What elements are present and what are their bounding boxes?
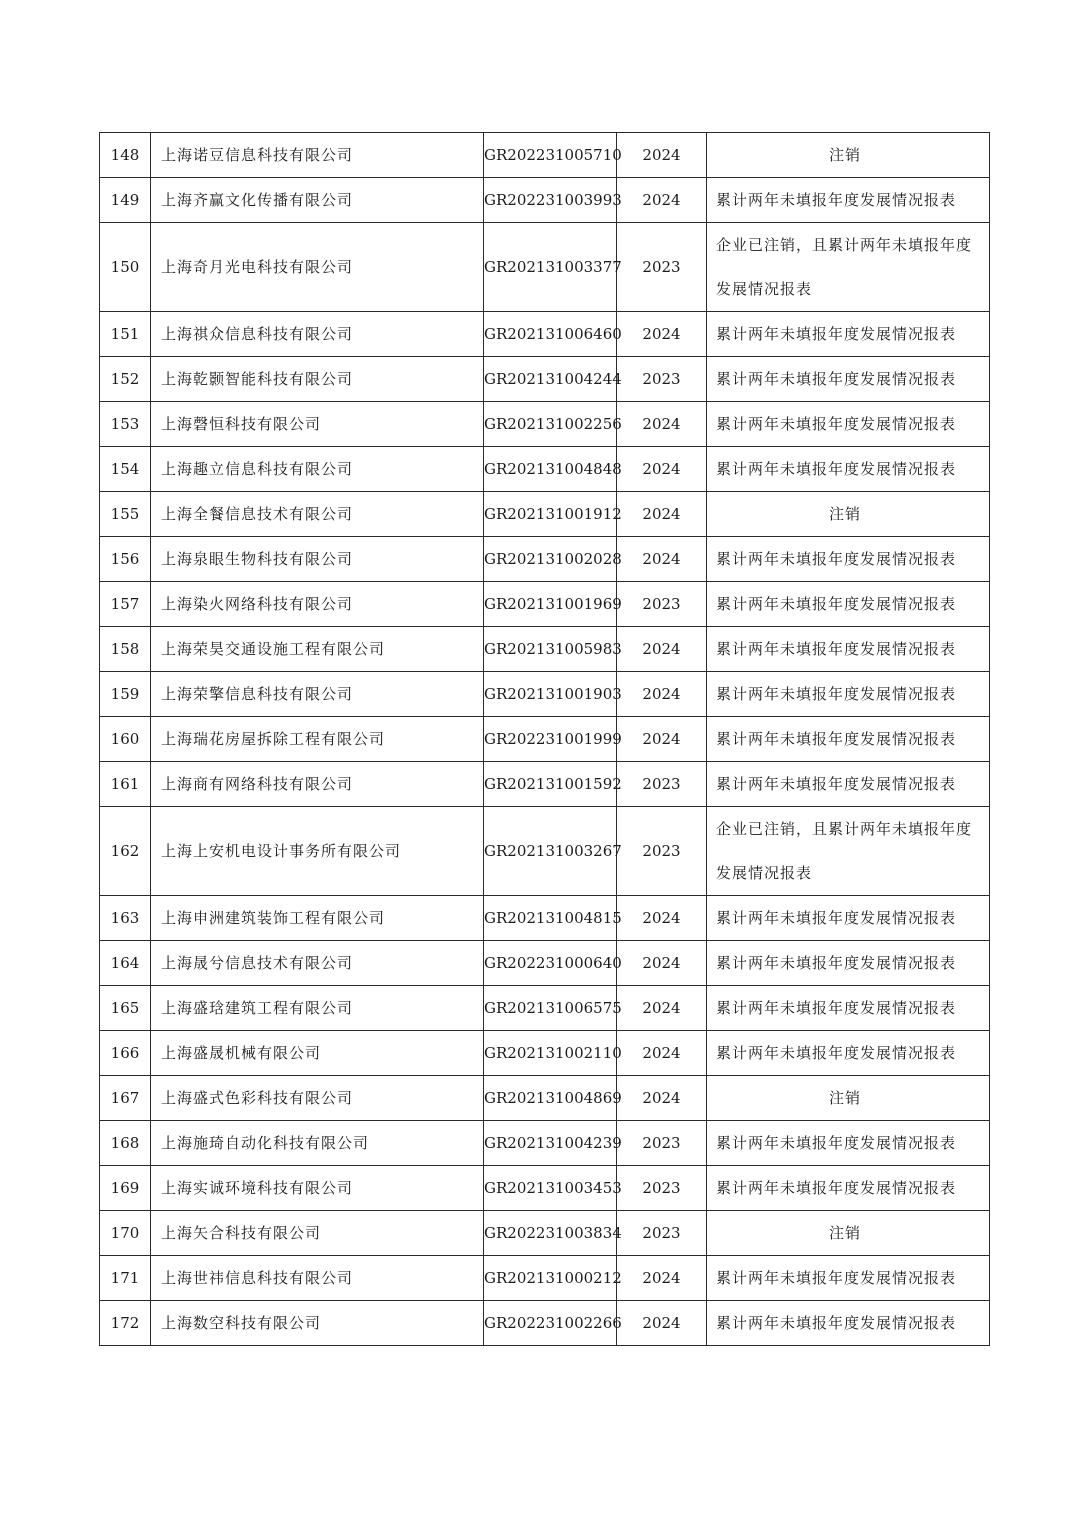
company-name: 上海实诚环境科技有限公司	[151, 1166, 484, 1211]
row-number: 151	[100, 312, 151, 357]
reason: 累计两年未填报年度发展情况报表	[707, 672, 990, 717]
company-name: 上海盛琀建筑工程有限公司	[151, 986, 484, 1031]
row-number: 152	[100, 357, 151, 402]
certificate-number: GR202131006460	[484, 312, 617, 357]
row-number: 155	[100, 492, 151, 537]
certificate-number: GR202131001903	[484, 672, 617, 717]
reason: 注销	[707, 492, 990, 537]
certificate-number: GR202131004869	[484, 1076, 617, 1121]
company-name: 上海染火网络科技有限公司	[151, 582, 484, 627]
table-row	[100, 1211, 990, 1256]
table-row	[100, 178, 990, 223]
row-number: 153	[100, 402, 151, 447]
row-number: 168	[100, 1121, 151, 1166]
table-row	[100, 1031, 990, 1076]
year: 2024	[617, 402, 707, 447]
reason: 累计两年未填报年度发展情况报表	[707, 717, 990, 762]
year: 2023	[617, 357, 707, 402]
reason: 累计两年未填报年度发展情况报表	[707, 627, 990, 672]
table-row	[100, 941, 990, 986]
certificate-number: GR202231000640	[484, 941, 617, 986]
row-number: 172	[100, 1301, 151, 1346]
table-row	[100, 627, 990, 672]
table-row	[100, 447, 990, 492]
certificate-number: GR202131004239	[484, 1121, 617, 1166]
reason: 累计两年未填报年度发展情况报表	[707, 762, 990, 807]
table-row	[100, 402, 990, 447]
row-number: 164	[100, 941, 151, 986]
reason: 累计两年未填报年度发展情况报表	[707, 941, 990, 986]
row-number: 169	[100, 1166, 151, 1211]
company-name: 上海施琦自动化科技有限公司	[151, 1121, 484, 1166]
reason: 累计两年未填报年度发展情况报表	[707, 1121, 990, 1166]
year: 2024	[617, 1256, 707, 1301]
year: 2024	[617, 312, 707, 357]
year: 2024	[617, 672, 707, 717]
table-row	[100, 1076, 990, 1121]
certificate-number: GR202131000212	[484, 1256, 617, 1301]
row-number: 162	[100, 807, 151, 896]
year: 2024	[617, 537, 707, 582]
company-name: 上海数空科技有限公司	[151, 1301, 484, 1346]
reason: 注销	[707, 133, 990, 178]
table-row	[100, 807, 990, 896]
year: 2023	[617, 1211, 707, 1256]
certificate-number: GR202131001912	[484, 492, 617, 537]
table-row	[100, 672, 990, 717]
row-number: 165	[100, 986, 151, 1031]
company-name: 上海上安机电设计事务所有限公司	[151, 807, 484, 896]
year: 2024	[617, 627, 707, 672]
reason: 累计两年未填报年度发展情况报表	[707, 1166, 990, 1211]
year: 2024	[617, 492, 707, 537]
certificate-number: GR202131003267	[484, 807, 617, 896]
certificate-number: GR202231002266	[484, 1301, 617, 1346]
company-name: 上海齐赢文化传播有限公司	[151, 178, 484, 223]
certificate-number: GR202231005710	[484, 133, 617, 178]
company-name: 上海荣昊交通设施工程有限公司	[151, 627, 484, 672]
table-row	[100, 717, 990, 762]
company-name: 上海世祎信息科技有限公司	[151, 1256, 484, 1301]
row-number: 166	[100, 1031, 151, 1076]
certificate-number: GR202131004815	[484, 896, 617, 941]
certificate-number: GR202131004244	[484, 357, 617, 402]
row-number: 161	[100, 762, 151, 807]
reason: 累计两年未填报年度发展情况报表	[707, 582, 990, 627]
table-row	[100, 537, 990, 582]
company-name: 上海商有网络科技有限公司	[151, 762, 484, 807]
table-row	[100, 1166, 990, 1211]
row-number: 150	[100, 223, 151, 312]
reason: 累计两年未填报年度发展情况报表	[707, 312, 990, 357]
year: 2023	[617, 1166, 707, 1211]
year: 2024	[617, 1301, 707, 1346]
certificate-number: GR202231001999	[484, 717, 617, 762]
row-number: 167	[100, 1076, 151, 1121]
company-name: 上海矢合科技有限公司	[151, 1211, 484, 1256]
company-name: 上海趣立信息科技有限公司	[151, 447, 484, 492]
reason: 注销	[707, 1076, 990, 1121]
reason: 累计两年未填报年度发展情况报表	[707, 1301, 990, 1346]
row-number: 156	[100, 537, 151, 582]
reason: 累计两年未填报年度发展情况报表	[707, 537, 990, 582]
company-name: 上海盛晟机械有限公司	[151, 1031, 484, 1076]
company-name: 上海盛式色彩科技有限公司	[151, 1076, 484, 1121]
reason: 累计两年未填报年度发展情况报表	[707, 1256, 990, 1301]
company-name: 上海磬恒科技有限公司	[151, 402, 484, 447]
certificate-number: GR202131003453	[484, 1166, 617, 1211]
year: 2024	[617, 941, 707, 986]
certificate-number: GR202131002256	[484, 402, 617, 447]
year: 2024	[617, 717, 707, 762]
table-row	[100, 1301, 990, 1346]
certificate-number: GR202231003834	[484, 1211, 617, 1256]
table-row	[100, 492, 990, 537]
row-number: 157	[100, 582, 151, 627]
company-name: 上海晟兮信息技术有限公司	[151, 941, 484, 986]
company-name: 上海全餐信息技术有限公司	[151, 492, 484, 537]
table-row	[100, 1121, 990, 1166]
reason: 企业已注销，且累计两年未填报年度发展情况报表	[707, 807, 990, 896]
reason: 累计两年未填报年度发展情况报表	[707, 896, 990, 941]
year: 2023	[617, 807, 707, 896]
row-number: 159	[100, 672, 151, 717]
certificate-number: GR202131002028	[484, 537, 617, 582]
reason: 累计两年未填报年度发展情况报表	[707, 178, 990, 223]
reason: 累计两年未填报年度发展情况报表	[707, 986, 990, 1031]
table-row	[100, 357, 990, 402]
certificate-number: GR202131002110	[484, 1031, 617, 1076]
reason: 累计两年未填报年度发展情况报表	[707, 357, 990, 402]
table-row	[100, 223, 990, 312]
certificate-number: GR202131001592	[484, 762, 617, 807]
year: 2024	[617, 178, 707, 223]
year: 2024	[617, 1076, 707, 1121]
company-name: 上海申洲建筑装饰工程有限公司	[151, 896, 484, 941]
company-name: 上海祺众信息科技有限公司	[151, 312, 484, 357]
row-number: 163	[100, 896, 151, 941]
year: 2023	[617, 582, 707, 627]
table-body	[100, 133, 990, 1346]
certificate-number: GR202131005983	[484, 627, 617, 672]
year: 2024	[617, 1031, 707, 1076]
table-row	[100, 896, 990, 941]
year: 2024	[617, 447, 707, 492]
year: 2024	[617, 133, 707, 178]
company-name: 上海乾颢智能科技有限公司	[151, 357, 484, 402]
table-row	[100, 133, 990, 178]
row-number: 154	[100, 447, 151, 492]
row-number: 148	[100, 133, 151, 178]
company-name: 上海泉眼生物科技有限公司	[151, 537, 484, 582]
row-number: 158	[100, 627, 151, 672]
table-row	[100, 762, 990, 807]
reason: 累计两年未填报年度发展情况报表	[707, 447, 990, 492]
year: 2023	[617, 1121, 707, 1166]
certificate-number: GR202131003377	[484, 223, 617, 312]
table-row	[100, 986, 990, 1031]
company-name: 上海荣擎信息科技有限公司	[151, 672, 484, 717]
year: 2023	[617, 223, 707, 312]
year: 2023	[617, 762, 707, 807]
certificate-number: GR202131001969	[484, 582, 617, 627]
table-row	[100, 582, 990, 627]
year: 2024	[617, 896, 707, 941]
certificate-number: GR202131004848	[484, 447, 617, 492]
reason: 累计两年未填报年度发展情况报表	[707, 1031, 990, 1076]
reason: 企业已注销，且累计两年未填报年度发展情况报表	[707, 223, 990, 312]
row-number: 149	[100, 178, 151, 223]
revocation-list-table	[99, 132, 990, 1346]
company-name: 上海瑞花房屋拆除工程有限公司	[151, 717, 484, 762]
reason: 累计两年未填报年度发展情况报表	[707, 402, 990, 447]
table-row	[100, 312, 990, 357]
company-name: 上海诺豆信息科技有限公司	[151, 133, 484, 178]
certificate-number: GR202231003993	[484, 178, 617, 223]
row-number: 170	[100, 1211, 151, 1256]
reason: 注销	[707, 1211, 990, 1256]
company-name: 上海奇月光电科技有限公司	[151, 223, 484, 312]
row-number: 171	[100, 1256, 151, 1301]
certificate-number: GR202131006575	[484, 986, 617, 1031]
table-row	[100, 1256, 990, 1301]
year: 2024	[617, 986, 707, 1031]
row-number: 160	[100, 717, 151, 762]
